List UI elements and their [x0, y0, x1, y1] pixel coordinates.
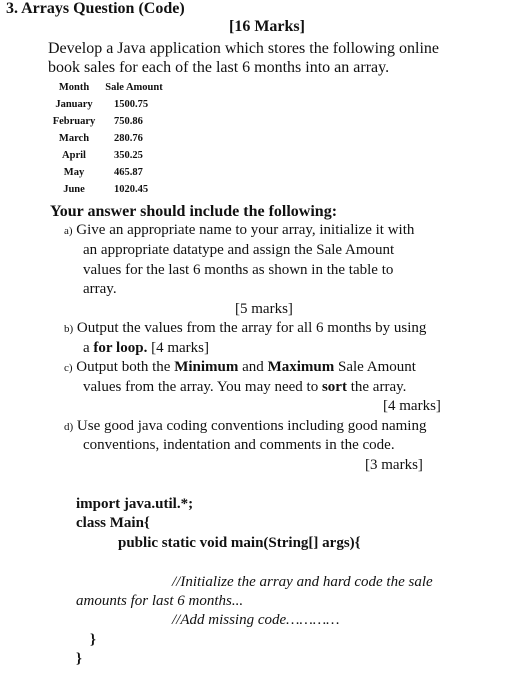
amount-cell: 1020.45 — [114, 184, 149, 195]
item-b-line-2 — [83, 340, 209, 357]
item-a-line-4: array. — [83, 281, 117, 297]
amount-cell: 750.86 — [114, 116, 143, 127]
month-cell: January — [55, 99, 93, 110]
table-row — [48, 130, 168, 147]
table-header-row — [48, 79, 168, 96]
table-row — [48, 96, 168, 113]
month-cell: June — [63, 184, 85, 195]
table-row — [48, 164, 168, 181]
item-b-text-1: Output the values from the array for all 6 months by using — [76, 320, 427, 336]
item-d-text-1: Use good java coding conventions including good naming — [76, 418, 427, 434]
code-main-line: public static void main(String[] args){ — [118, 535, 361, 551]
table-row — [48, 113, 168, 130]
answer-heading: Your answer should include the following: — [50, 203, 338, 220]
item-c-line-2 — [83, 379, 406, 396]
item-b-for-loop: for loop. — [93, 340, 148, 356]
item-a-marks: [5 marks] — [235, 301, 293, 317]
item-c-text-pre: Output both the — [76, 359, 175, 375]
amount-cell: 1500.75 — [114, 99, 149, 110]
code-comment-line-3: //Add missing code………… — [172, 612, 340, 628]
item-c-text-mid: and — [238, 359, 268, 375]
month-cell: April — [62, 150, 86, 161]
code-close-brace-outer: } — [76, 651, 82, 667]
code-comment-line-2: amounts for last 6 months... — [76, 593, 244, 609]
header-sale-amount: Sale Amount — [105, 82, 163, 93]
item-a-text-1: Give an appropriate name to your array, initialize it with — [76, 222, 415, 238]
item-c-maximum: Maximum — [267, 359, 335, 375]
item-c-line2-pre: values from the array. You may need to — [83, 379, 322, 395]
item-c-line2-post: the array. — [346, 379, 407, 395]
month-cell: February — [52, 116, 96, 127]
question-title: 3. Arrays Question (Code) — [6, 0, 185, 17]
item-d-line-1 — [64, 418, 426, 435]
item-d-marks: [3 marks] — [365, 457, 423, 473]
header-month: Month — [58, 82, 90, 93]
item-d-label: d) — [64, 421, 74, 433]
item-a-line-1 — [64, 222, 414, 239]
table-row — [48, 147, 168, 164]
item-a-line-3: values for the last 6 months as shown in the table to — [83, 262, 394, 278]
month-cell: March — [58, 133, 90, 144]
item-b-text-pre: a — [83, 340, 94, 356]
item-a-label: a) — [64, 225, 73, 237]
total-marks: [16 Marks] — [229, 18, 305, 35]
item-a-line-2: an appropriate datatype and assign the Sale Amount — [83, 242, 395, 258]
item-c-sort: sort — [321, 379, 347, 395]
item-c-line-1 — [64, 359, 416, 376]
intro-line-1: Develop a Java application which stores the following online — [48, 40, 440, 57]
table-row — [48, 181, 168, 198]
item-b-label: b) — [64, 323, 74, 335]
code-comment-line-1: //Initialize the array and hard code the sale — [172, 574, 433, 590]
item-c-label: c) — [64, 362, 73, 374]
intro-line-2: book sales for each of the last 6 months into an array. — [48, 59, 390, 76]
amount-cell: 350.25 — [114, 150, 143, 161]
item-c-marks: [4 marks] — [383, 398, 441, 414]
code-close-brace-inner: } — [90, 632, 96, 648]
item-c-minimum: Minimum — [174, 359, 239, 375]
sales-table — [48, 79, 168, 198]
amount-cell: 465.87 — [114, 167, 143, 178]
item-b-line-1 — [64, 320, 426, 337]
item-b-marks: [4 marks] — [147, 340, 209, 356]
amount-cell: 280.76 — [114, 133, 143, 144]
month-cell: May — [63, 167, 85, 178]
code-import-line: import java.util.*; — [76, 496, 194, 512]
code-class-line: class Main{ — [76, 515, 150, 531]
item-d-line-2: conventions, indentation and comments in the code. — [83, 437, 395, 453]
item-c-text-post: Sale Amount — [334, 359, 416, 375]
